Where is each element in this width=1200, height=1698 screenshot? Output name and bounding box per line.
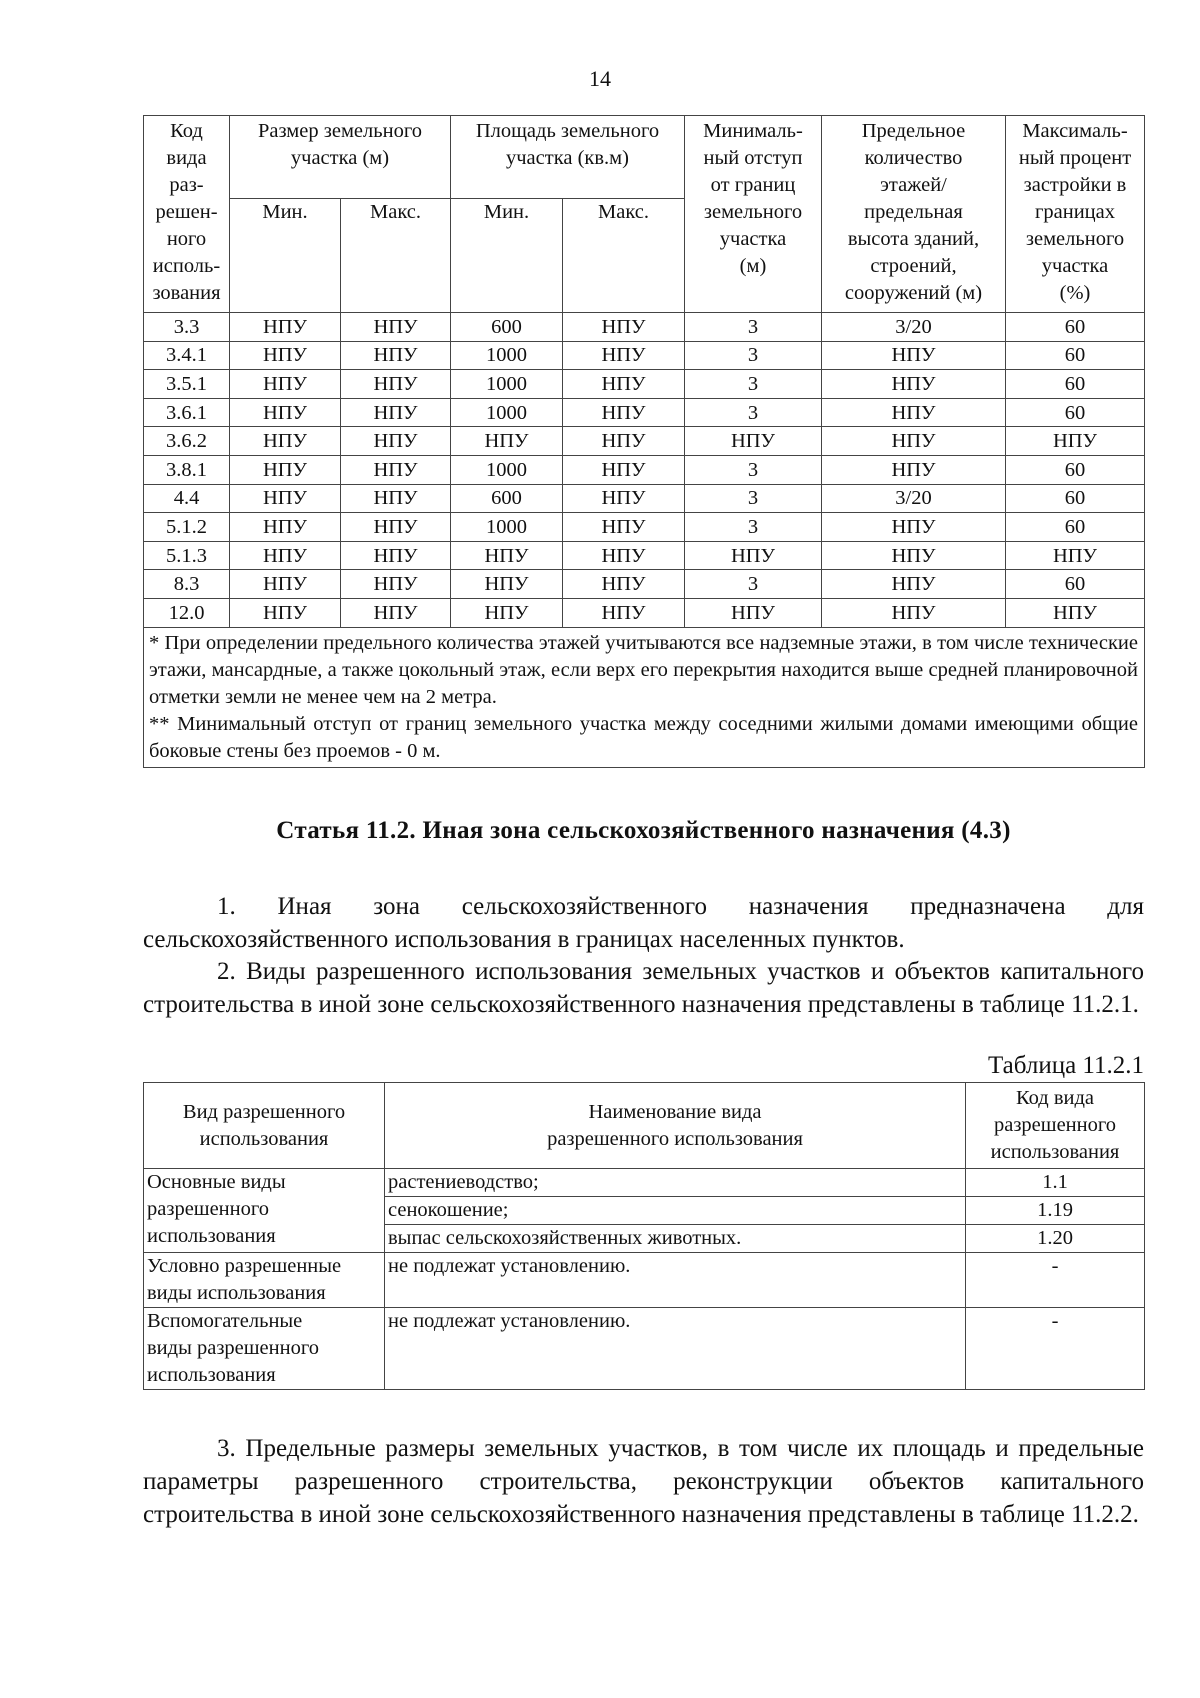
header-size: Размер земельного участка (м)	[230, 116, 451, 199]
use-name: растениеводство;	[385, 1169, 966, 1197]
cell-floors: 3/20	[822, 313, 1006, 342]
group-conditional: Условно разрешенные виды использования	[144, 1253, 385, 1308]
note-floors: * При определении предельного количества этажей учитываются все надземные этажи, в том числе технические этажи, мансардные, а также цокольный этаж, если верх его перекрытия находится выше средней планировочной отметки земли не менее чем на 2 метра.	[149, 631, 1138, 708]
table-row	[144, 598, 1145, 627]
cell-code: 3.3	[144, 313, 230, 342]
header-offset: Минималь- ный отступ от границ земельного участка (м)	[685, 116, 822, 313]
cell-size-min: НПУ	[230, 313, 341, 342]
cell-area-min: НПУ	[451, 598, 563, 627]
cell-area-max: НПУ	[563, 570, 685, 599]
cell-code: 4.4	[144, 484, 230, 513]
cell-offset: 3	[685, 570, 822, 599]
header-area-min: Мин.	[451, 199, 563, 313]
cell-area-max: НПУ	[563, 313, 685, 342]
cell-offset: 3	[685, 455, 822, 484]
use-name: выпас сельскохозяйственных животных.	[385, 1225, 966, 1253]
note-offset: ** Минимальный отступ от границ земельного участка между соседними жилыми домами имеющими общие боковые стены без проемов - 0 м.	[149, 712, 1138, 762]
cell-size-min: НПУ	[230, 427, 341, 456]
cell-area-max: НПУ	[563, 398, 685, 427]
cell-size-max: НПУ	[341, 570, 451, 599]
cell-offset: 3	[685, 513, 822, 542]
cell-code: 3.6.2	[144, 427, 230, 456]
cell-area-min: 1000	[451, 398, 563, 427]
cell-percent: НПУ	[1006, 541, 1145, 570]
use-code: 1.19	[966, 1197, 1145, 1225]
header-percent: Максималь- ный процент застройки в границах земельного участка (%)	[1006, 116, 1145, 313]
cell-size-min: НПУ	[230, 398, 341, 427]
cell-size-max: НПУ	[341, 598, 451, 627]
cell-area-min: 1000	[451, 513, 563, 542]
header-area: Площадь земельного участка (кв.м)	[451, 116, 685, 199]
group-main: Основные виды разрешенного использования	[144, 1169, 385, 1253]
cell-floors: 3/20	[822, 484, 1006, 513]
cell-size-max: НПУ	[341, 427, 451, 456]
cell-area-min: 1000	[451, 370, 563, 399]
table-row	[144, 541, 1145, 570]
group-auxiliary: Вспомогательные виды разрешенного использования	[144, 1308, 385, 1390]
cell-floors: НПУ	[822, 370, 1006, 399]
use-name: не подлежат установлению.	[385, 1253, 966, 1308]
cell-code: 3.5.1	[144, 370, 230, 399]
cell-code: 8.3	[144, 570, 230, 599]
table-notes	[144, 627, 1145, 767]
cell-offset: НПУ	[685, 598, 822, 627]
cell-size-min: НПУ	[230, 541, 341, 570]
cell-percent: НПУ	[1006, 598, 1145, 627]
cell-code: 3.4.1	[144, 341, 230, 370]
cell-floors: НПУ	[822, 541, 1006, 570]
cell-percent: 60	[1006, 398, 1145, 427]
cell-area-min: 600	[451, 313, 563, 342]
use-name: сенокошение;	[385, 1197, 966, 1225]
cell-size-min: НПУ	[230, 341, 341, 370]
cell-area-max: НПУ	[563, 513, 685, 542]
table-caption: Таблица 11.2.1	[988, 1052, 1144, 1079]
cell-size-max: НПУ	[341, 484, 451, 513]
cell-floors: НПУ	[822, 455, 1006, 484]
cell-area-max: НПУ	[563, 370, 685, 399]
cell-area-max: НПУ	[563, 455, 685, 484]
cell-size-max: НПУ	[341, 313, 451, 342]
cell-area-min: 1000	[451, 455, 563, 484]
header-name: Наименование вида разрешенного использования	[385, 1083, 966, 1169]
table-row	[144, 484, 1145, 513]
cell-area-max: НПУ	[563, 541, 685, 570]
table-row	[144, 427, 1145, 456]
cell-size-min: НПУ	[230, 484, 341, 513]
cell-size-min: НПУ	[230, 370, 341, 399]
cell-floors: НПУ	[822, 513, 1006, 542]
cell-area-min: 1000	[451, 341, 563, 370]
table-row	[144, 370, 1145, 399]
cell-offset: 3	[685, 398, 822, 427]
table-row	[144, 455, 1145, 484]
paragraph-2: 2. Виды разрешенного использования земельных участков и объектов капитального строительства в иной зоне сельскохозяйственного назначения представлены в таблице 11.2.1.	[143, 958, 1144, 1018]
table-row	[144, 570, 1145, 599]
cell-floors: НПУ	[822, 570, 1006, 599]
cell-offset: НПУ	[685, 541, 822, 570]
cell-size-min: НПУ	[230, 455, 341, 484]
table-row	[144, 341, 1145, 370]
page-number: 14	[589, 66, 611, 91]
paragraph-1: 1. Иная зона сельскохозяйственного назначения предназначена для сельскохозяйственного использования в границах населенных пунктов.	[143, 893, 1144, 953]
cell-offset: 3	[685, 370, 822, 399]
cell-area-min: 600	[451, 484, 563, 513]
cell-code: 3.6.1	[144, 398, 230, 427]
cell-offset: 3	[685, 313, 822, 342]
header-area-max: Макс.	[563, 199, 685, 313]
use-code: 1.1	[966, 1169, 1145, 1197]
cell-floors: НПУ	[822, 398, 1006, 427]
cell-size-max: НПУ	[341, 398, 451, 427]
header-code: Код вида раз- решен- ного исполь- зования	[144, 116, 230, 313]
cell-area-max: НПУ	[563, 484, 685, 513]
cell-size-max: НПУ	[341, 455, 451, 484]
permitted-use-table	[143, 1082, 1145, 1390]
header-floors: Предельное количество этажей/ предельная высота зданий, строений, сооружений (м)	[822, 116, 1006, 313]
use-name: не подлежат установлению.	[385, 1308, 966, 1390]
cell-floors: НПУ	[822, 427, 1006, 456]
table-row	[144, 313, 1145, 342]
cell-area-min: НПУ	[451, 427, 563, 456]
header-size-max: Макс.	[341, 199, 451, 313]
use-code: -	[966, 1253, 1145, 1308]
cell-size-min: НПУ	[230, 598, 341, 627]
cell-code: 5.1.3	[144, 541, 230, 570]
cell-size-min: НПУ	[230, 513, 341, 542]
article-heading: Статья 11.2. Иная зона сельскохозяйственного назначения (4.3)	[276, 817, 1011, 844]
cell-percent: 60	[1006, 570, 1145, 599]
cell-area-min: НПУ	[451, 570, 563, 599]
cell-area-max: НПУ	[563, 598, 685, 627]
header-code: Код вида разрешенного использования	[966, 1083, 1145, 1169]
cell-code: 5.1.2	[144, 513, 230, 542]
cell-percent: НПУ	[1006, 427, 1145, 456]
cell-size-max: НПУ	[341, 541, 451, 570]
paragraph-3: 3. Предельные размеры земельных участков, в том числе их площадь и предельные параметры разрешенного строительства, реконструкции объектов капитального строительства в иной зоне сельскохозяйственного назначения представлены в таблице 11.2.2.	[143, 1435, 1144, 1528]
cell-offset: 3	[685, 484, 822, 513]
cell-percent: 60	[1006, 313, 1145, 342]
table-row	[144, 398, 1145, 427]
cell-code: 12.0	[144, 598, 230, 627]
cell-floors: НПУ	[822, 341, 1006, 370]
cell-area-max: НПУ	[563, 427, 685, 456]
cell-percent: 60	[1006, 484, 1145, 513]
cell-percent: 60	[1006, 455, 1145, 484]
header-size-min: Мин.	[230, 199, 341, 313]
cell-size-max: НПУ	[341, 341, 451, 370]
cell-offset: 3	[685, 341, 822, 370]
use-code: 1.20	[966, 1225, 1145, 1253]
cell-percent: 60	[1006, 341, 1145, 370]
zoning-parameters-table	[143, 115, 1145, 768]
cell-floors: НПУ	[822, 598, 1006, 627]
cell-percent: 60	[1006, 370, 1145, 399]
cell-code: 3.8.1	[144, 455, 230, 484]
cell-size-min: НПУ	[230, 570, 341, 599]
cell-offset: НПУ	[685, 427, 822, 456]
cell-size-max: НПУ	[341, 513, 451, 542]
cell-percent: 60	[1006, 513, 1145, 542]
header-kind: Вид разрешенного использования	[144, 1083, 385, 1169]
use-code: -	[966, 1308, 1145, 1390]
cell-area-min: НПУ	[451, 541, 563, 570]
cell-area-max: НПУ	[563, 341, 685, 370]
table-row	[144, 513, 1145, 542]
cell-size-max: НПУ	[341, 370, 451, 399]
